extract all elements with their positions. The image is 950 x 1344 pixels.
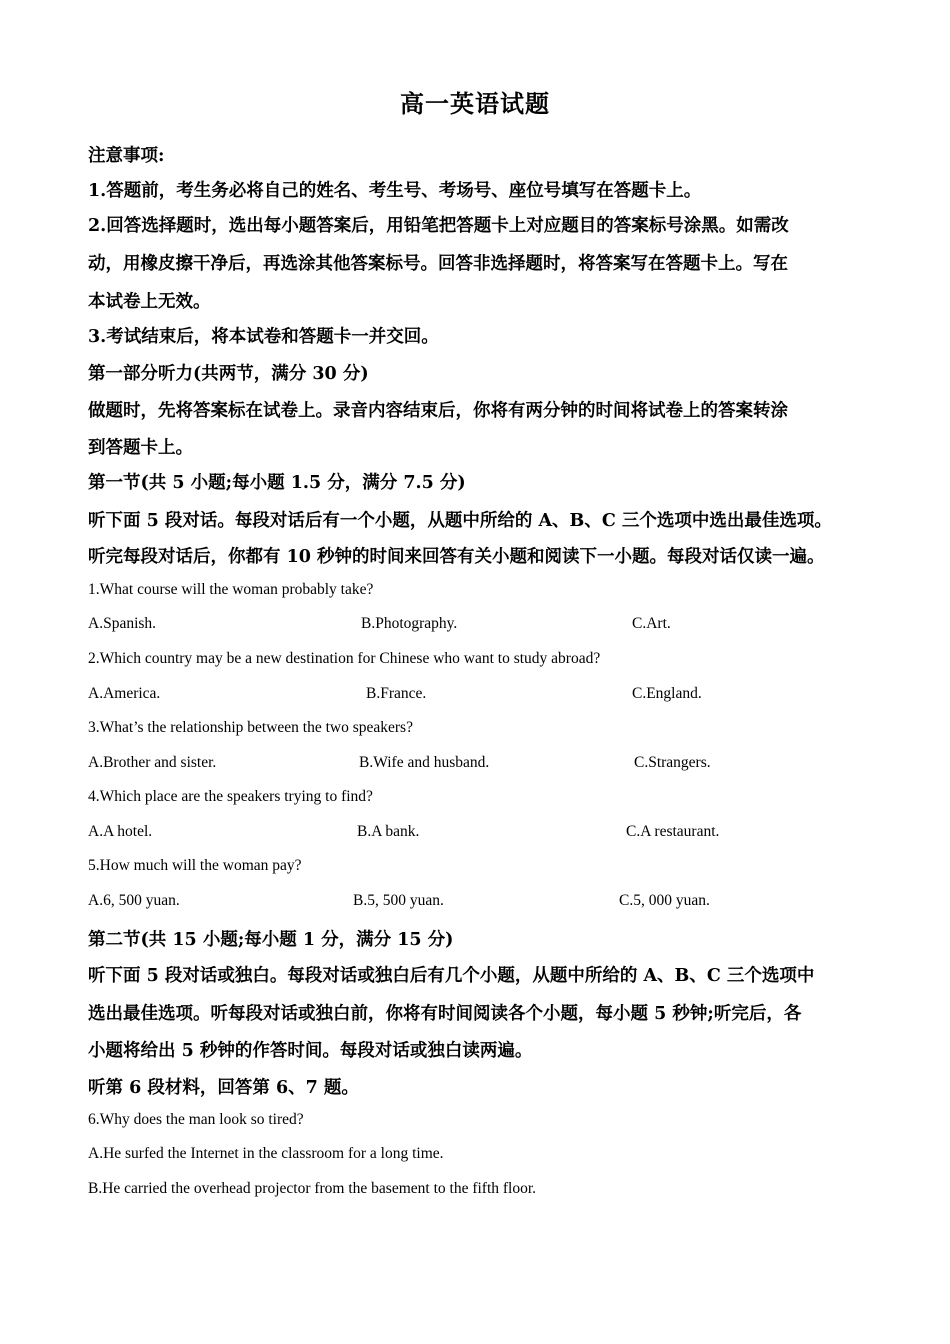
question-6-option-a: A.He surfed the Internet in the classroom for a long time. [88,1145,444,1162]
section2-instruction-line-1: 听下面 5 段对话或独白。每段对话或独白后有几个小题，从题中所给的 A、B、C 三个选项中 [88,966,815,986]
page-title: 高一英语试题 [400,89,550,118]
question-2-option-b: B.France. [366,685,427,702]
question-1-option-b: B.Photography. [361,615,458,632]
section1-instruction-line-1: 听下面 5 段对话。每段对话后有一个小题，从题中所给的 A、B、C 三个选项中选出最佳选项。 [88,511,832,531]
question-3-option-c: C.Strangers. [634,754,711,771]
question-4-option-b: B.A bank. [357,823,420,840]
notice-item-2-line-3: 本试卷上无效。 [88,292,211,312]
question-1: 1.What course will the woman probably take? [88,581,374,598]
section2-instruction-line-2: 选出最佳选项。听每段对话或独白前，你将有时间阅读各个小题，每小题 5 秒钟;听完后，各 [88,1004,802,1024]
question-5-option-c: C.5, 000 yuan. [619,892,710,909]
question-6: 6.Why does the man look so tired? [88,1111,304,1128]
question-2-option-c: C.England. [632,685,702,702]
question-6-option-b: B.He carried the overhead projector from the basement to the fifth floor. [88,1180,537,1197]
part1-intro-line-2: 到答题卡上。 [88,438,193,458]
section1-instruction-line-2: 听完每段对话后，你都有 10 秒钟的时间来回答有关小题和阅读下一小题。每段对话仅读一遍。 [88,547,825,567]
question-2: 2.Which country may be a new destination for Chinese who want to study abroad? [88,650,601,667]
notice-item-2-line-2: 动，用橡皮擦干净后，再选涂其他答案标号。回答非选择题时，将答案写在答题卡上。写在 [88,254,788,274]
notice-item-2-line-1: 2.回答选择题时，选出每小题答案后，用铅笔把答题卡上对应题目的答案标号涂黑。如需改 [88,216,789,236]
part1-intro-line-1: 做题时，先将答案标在试卷上。录音内容结束后，你将有两分钟的时间将试卷上的答案转涂 [88,401,788,421]
notice-item-3: 3.考试结束后，将本试卷和答题卡一并交回。 [88,327,439,347]
question-4-option-c: C.A restaurant. [626,823,720,840]
section2-instruction-line-3: 小题将给出 5 秒钟的作答时间。每段对话或独白读两遍。 [88,1041,533,1061]
notice-heading: 注意事项: [88,146,165,166]
question-1-option-a: A.Spanish. [88,615,157,632]
question-1-option-c: C.Art. [632,615,671,632]
question-2-option-a: A.America. [88,685,161,702]
section2-heading: 第二节(共 15 小题;每小题 1 分，满分 15 分) [88,930,454,950]
question-5: 5.How much will the woman pay? [88,857,302,874]
question-5-option-a: A.6, 500 yuan. [88,892,180,909]
part1-heading: 第一部分听力(共两节，满分 30 分) [88,364,369,384]
question-4-option-a: A.A hotel. [88,823,153,840]
question-3: 3.What’s the relationship between the two speakers? [88,719,413,736]
question-5-option-b: B.5, 500 yuan. [353,892,444,909]
material-6-heading: 听第 6 段材料，回答第 6、7 题。 [88,1078,359,1098]
question-3-option-a: A.Brother and sister. [88,754,217,771]
question-4: 4.Which place are the speakers trying to find? [88,788,373,805]
section1-heading: 第一节(共 5 小题;每小题 1.5 分，满分 7.5 分) [88,473,466,493]
question-3-option-b: B.Wife and husband. [359,754,490,771]
notice-item-1: 1.答题前，考生务必将自己的姓名、考生号、考场号、座位号填写在答题卡上。 [88,181,702,201]
